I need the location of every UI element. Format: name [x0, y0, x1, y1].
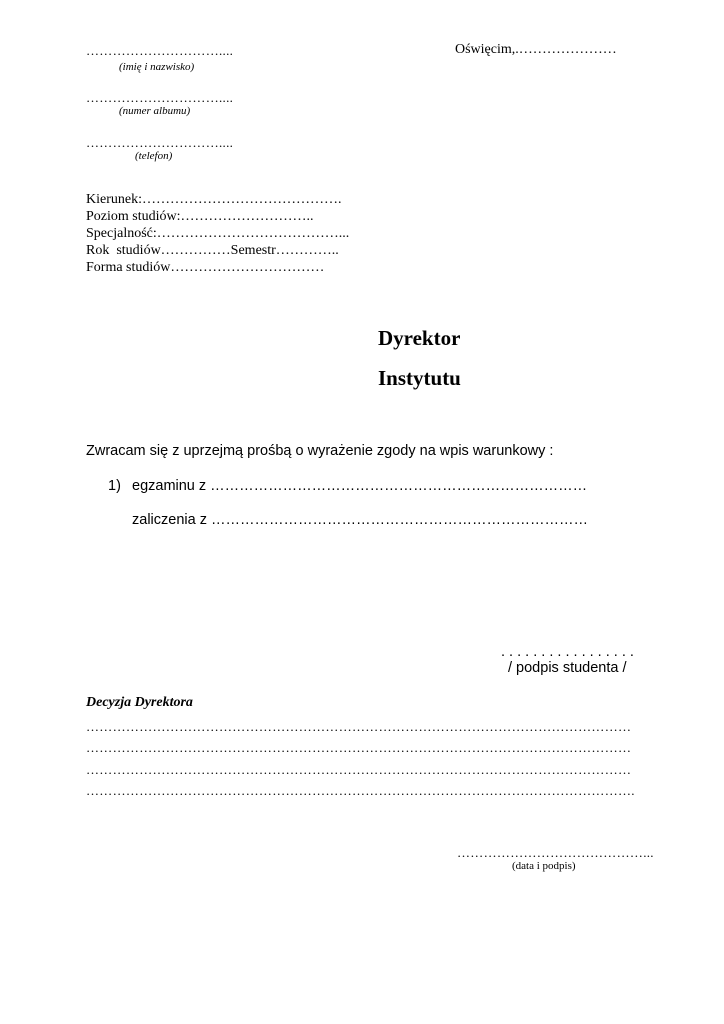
student-signature-label: / podpis studenta /	[508, 660, 627, 676]
request-item-egzamin: egzaminu z ……………………………………………………………………	[132, 478, 588, 494]
album-dotted-line: …………………………....	[86, 90, 234, 105]
field-forma-studiow: Forma studiów……………………………	[86, 260, 325, 275]
decision-line-2: ……………………………………………………………………………………………………………	[86, 740, 632, 755]
phone-dotted-line: …………………………....	[86, 135, 234, 150]
director-signature-dots: ……………………………………...	[457, 845, 654, 860]
name-caption: (imię i nazwisko)	[119, 61, 195, 73]
field-poziom-studiow: Poziom studiów:………………………..	[86, 209, 314, 224]
album-caption: (numer albumu)	[119, 105, 191, 117]
phone-caption: (telefon)	[135, 150, 173, 162]
addressee-line-2: Instytutu	[378, 366, 461, 390]
student-signature-dots: . . . . . . . . . . . . . . . . .	[501, 644, 634, 660]
decision-line-3: ……………………………………………………………………………………………………………	[86, 762, 632, 777]
field-kierunek: Kierunek:…………………………………….	[86, 192, 342, 207]
place-date: Oświęcim,.…………………	[455, 42, 617, 57]
field-rok-semestr: Rok studiów……………Semestr…………..	[86, 243, 339, 258]
request-intro: Zwracam się z uprzejmą prośbą o wyrażenie zgody na wpis warunkowy :	[86, 443, 554, 459]
decision-title: Decyzja Dyrektora	[86, 695, 193, 710]
name-dotted-line: …………………………....	[86, 43, 234, 58]
request-item-zaliczenie: zaliczenia z ……………………………………………………………………	[132, 512, 588, 528]
addressee-line-1: Dyrektor	[378, 326, 461, 350]
director-signature-caption: (data i podpis)	[512, 860, 576, 872]
decision-line-4: …………………………………………………………………………………………………………….	[86, 783, 635, 798]
field-specjalnosc: Specjalność:…………………………………...	[86, 226, 350, 241]
request-item-number: 1)	[108, 478, 121, 494]
decision-line-1: ……………………………………………………………………………………………………………	[86, 719, 632, 734]
